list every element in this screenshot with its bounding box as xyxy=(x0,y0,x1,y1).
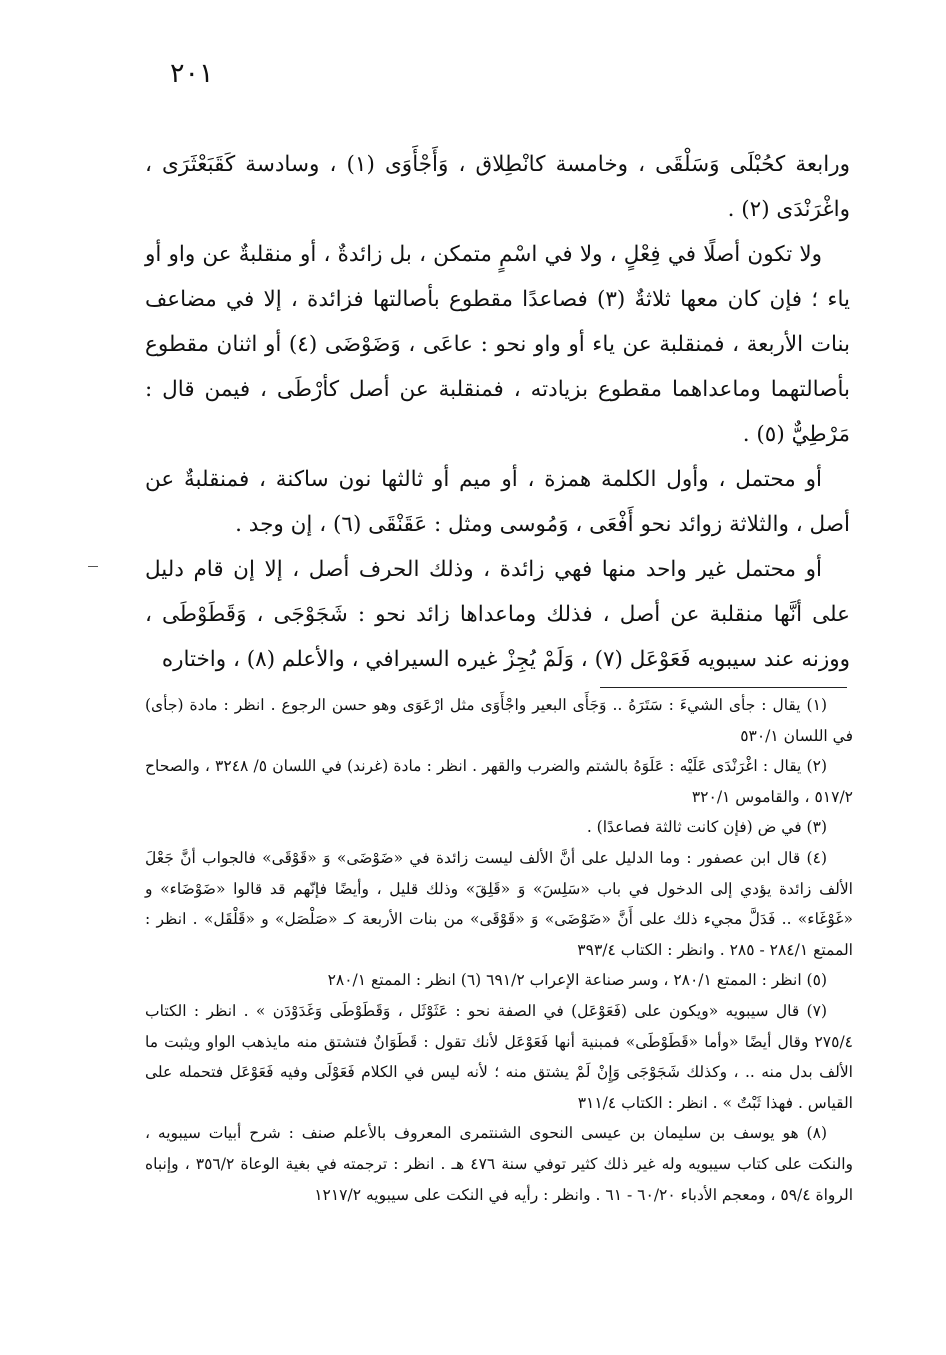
footnote: (٢) يقال : اغْرَنْدَى عَلَيْه : عَلَوَهُ بالشتم والضرب والقهر . انظر : مادة (غرند) في اللسان ٥/ ٣٢٤٨ ، والصحاح ٥١٧/٢ ، والقاموس ٣٢٠/١ xyxy=(145,757,853,806)
main-paragraph: ورابعة كحُبْلَى وَسَلْقَى ، وخامسة كانْطِلاق ، وَأَجْأَوَى (١) ، وسادسة كَقَبَعْثَرَى ، واغْرَنْدَى (٢) . xyxy=(145,152,850,222)
main-paragraph: ولا تكون أصلًا في فِعْلٍ ، ولا في اسْمٍ متمكن ، بل زائدةٌ ، أو منقلبةٌ عن واو أو ياء ؛ فإن كان معها ثلاثةٌ (٣) فصاعدًا مقطوع بأصالتها فزائدة ، إلا في مضاعف بنات الأربعة ، فمنقلبة عن ياء أو واو نحو : عاعَى ، وَضَوْضَى (٤) أو اثنان مقطوع بأصالتهما وماعداهما مقطوع بزيادته ، فمنقلبة عن أصل كأرْطَى ، فيمن قال : مَرْطِيٌّ (٥) . xyxy=(145,242,850,447)
margin-mark xyxy=(88,566,98,567)
main-paragraph: أو محتمل غير واحد منها فهي زائدة ، وذلك الحرف أصل ، إلا إن قام دليل على أنَّها منقلبة عن أصل ، فذلك وماعداها زائد نحو : شَجَوْجَى ، وَقَطَوْطَى ، ووزنه عند سيبويه فَعَوْعَل (٧) ، وَلَمْ يُجِزْ غيره السيرافي ، والأعلم (٨) ، واختاره xyxy=(145,557,850,672)
footnote: (٣) في ض (فإن كانت ثالثة فصاعدًا) . xyxy=(586,818,827,837)
footnote: (٥) انظر : الممتع ٢٨٠/١ ، وسر صناعة الإعراب ٦٩١/٢ (٦) انظر : الممتع ٢٨٠/١ xyxy=(327,971,827,990)
footnote: (٨) هو يوسف بن سليمان بن عيسى النحوى الشنتمرى المعروف بالأعلم صنف : شرح أبيات سيبويه ، والنكت على كتاب سيبويه وله غير ذلك كثير توفي سنة ٤٧٦ هـ . انظر : ترجمته في بغية الوعاة ٣٥٦/٢ ، وإنباه الرواة ٥٩/٤ ، ومعجم الأدباء ٦٠/٢٠ - ٦١ . وانظر : رأيه في النكت على سيبويه ١٢١٧/٢ xyxy=(145,1124,853,1204)
main-paragraph: أو محتمل ، وأول الكلمة همزة ، أو ميم أو ثالثها نون ساكنة ، فمنقلبةٌ عن أصل ، والثلاثة زوائد نحو أَفْعَى ، وَمُوسى ومثل : عَقَنْقَى (٦) ، إن وجد . xyxy=(145,467,850,537)
footnote: (٧) قال سيبويه «ويكون على (فَعَوْعَل) في الصفة نحو : عَثَوْثَل ، وَقَطَوْطَى وَغَدَوْدَن » . انظر : الكتاب ٢٧٥/٤ وقال أيضًا «وأما «قَطَوْطَى» فمبنية أنها فَعَوْعَل لأنك تقول : قَطَوَانٌ فتشتق منه مايذهب الواو ويثبت ما الألف بدل منه .. ، وكذلك شَجَوْجَى وَإِنْ لَمْ يشتق منه ؛ لأنه ليس في الكلام فَعَوْلَى وفيه فَعَوْعَل فتحمله على القياس . فهذا ثَبْتٌ » . انظر : الكتاب ٣١١/٤ xyxy=(145,1001,853,1112)
main-text xyxy=(145,142,850,682)
page-number: ٢٠١ xyxy=(170,58,214,89)
footnote-divider xyxy=(600,687,847,688)
footnote: (٤) قال ابن عصفور : وما الدليل على أنَّ الألف ليست زائدة في «ضَوْضَى» وَ «قَوْقَى» فالجواب أنَّ جَعْلَ الألف زائدة يؤدي إلى الدخول في باب «سَلِسَ» وَ «قَلِقَ» وذلك قليل ، وأيضًا فإنّهم قد قالوا «ضَوْضَاء» و «غَوْغَاء» .. فَدَلَّ مجيء ذلك على أَنَّ «ضَوْضَى» وَ «قَوْقَى» من بنات الأربعة كـ «صَلْصَل» و «قَلْقَل» . انظر : الممتع ٢٨٤/١ - ٢٨٥ . وانظر : الكتاب ٣٩٣/٤ xyxy=(145,848,853,959)
footnotes xyxy=(145,690,853,1210)
footnote: (١) يقال : جأى الشيءَ : سَتَرَهُ .. وَجَأَى البعير واجْأَوَى مثل ارْعَوَى وهو حسن الرجوع . انظر : مادة (جأى) في اللسان ٥٣٠/١ xyxy=(145,696,853,745)
